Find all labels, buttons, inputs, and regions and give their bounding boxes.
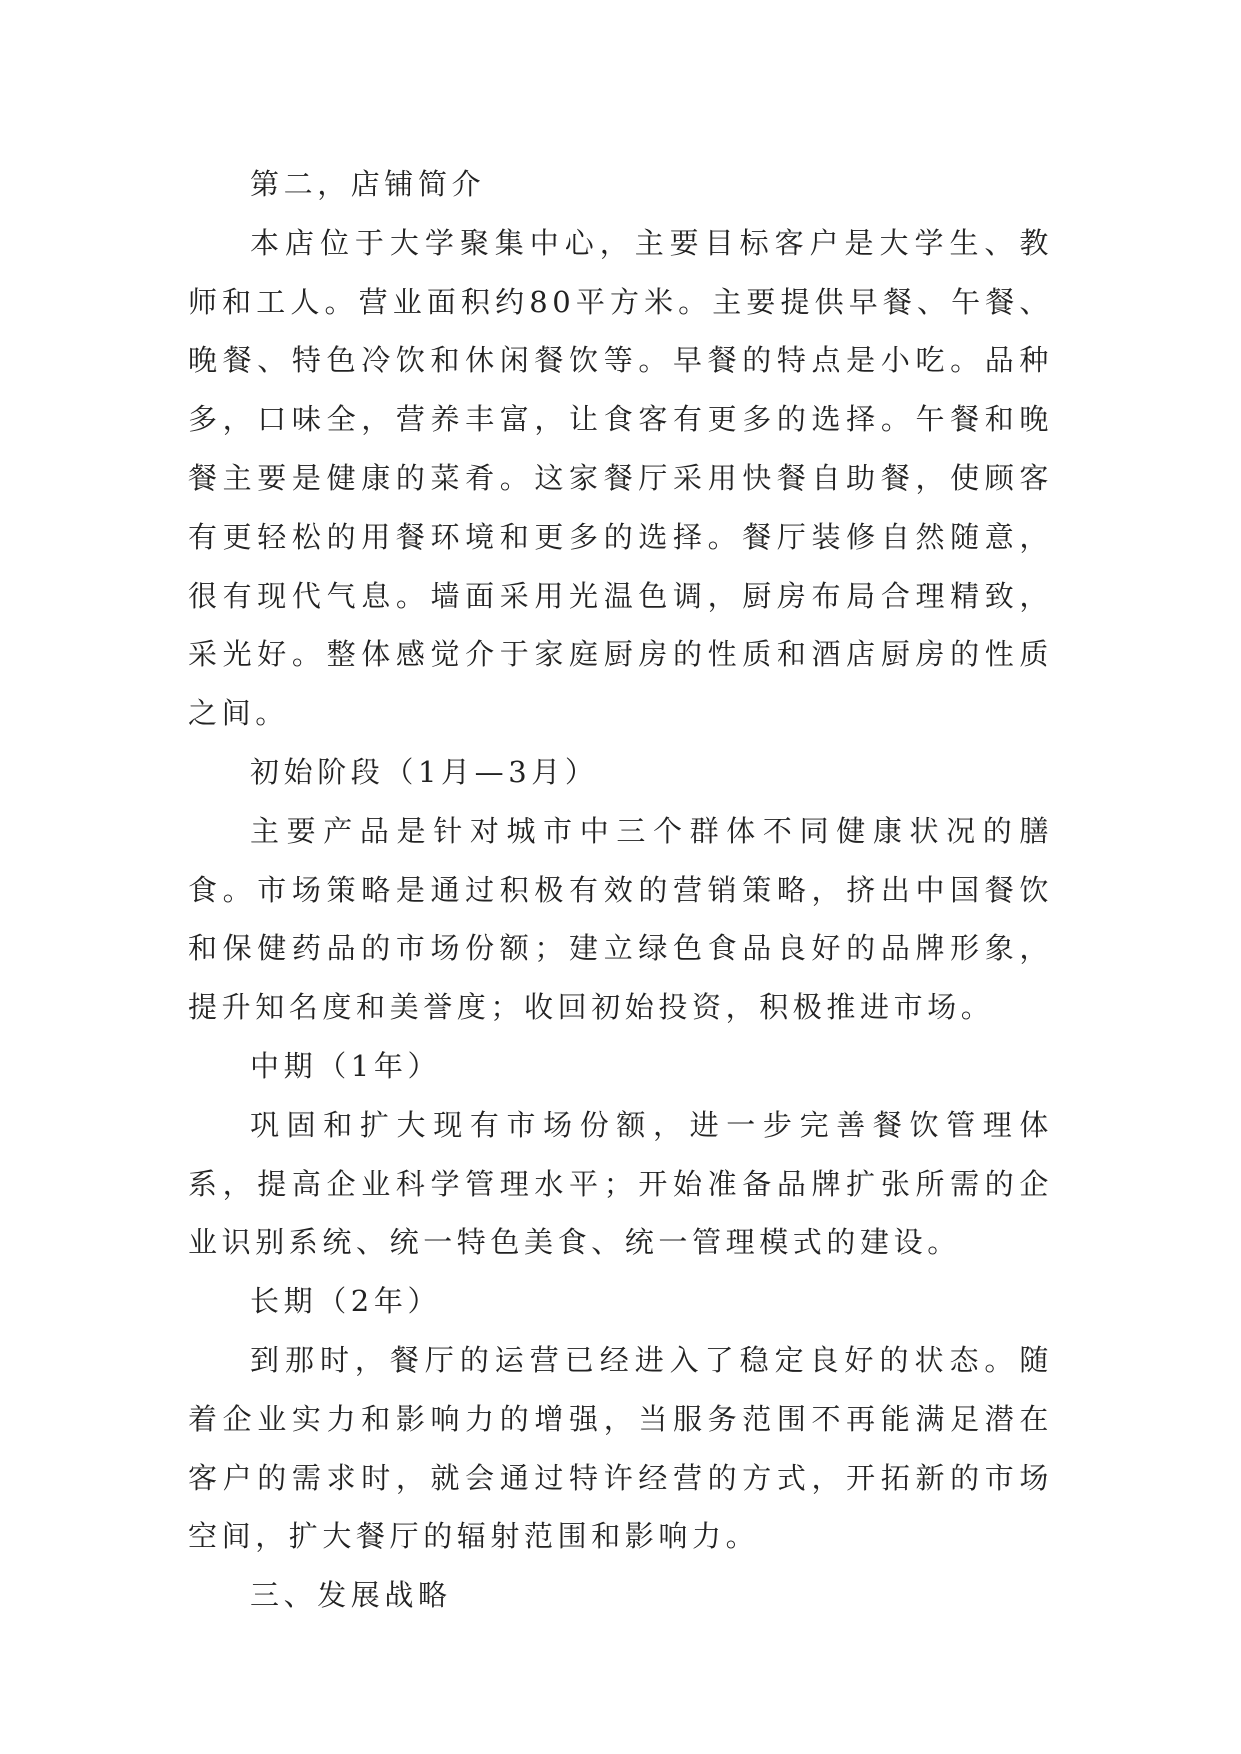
section-heading-strategy: 三、发展战略: [250, 1578, 452, 1613]
section-heading-store-intro: 第二，店铺简介: [250, 167, 486, 201]
paragraph-store-description: 本店位于大学聚集中心，主要目标客户是大学生、教师和工人。营业面积约80平方米。主要提供早餐、午餐、晚餐、特色冷饮和休闲餐饮等。早餐的特点是小吃。品种多，口味全，营养丰富，让食客有更多的选择。午餐和晚餐主要是健康的菜肴。这家餐厅采用快餐自助餐，使顾客有更轻松的用餐环境和更多的选择。餐厅装修自然随意，很有现代气息。墙面采用光温色调，厨房布局合理精致，采光好。整体感觉介于家庭厨房的性质和酒店厨房的性质之间。: [188, 225, 1053, 731]
paragraph-initial-stage: 主要产品是针对城市中三个群体不同健康状况的膳食。市场策略是通过积极有效的营销策略，挤出中国餐饮和保健药品的市场份额；建立绿色食品良好的品牌形象，提升知名度和美誉度；收回初始投资，积极推进市场。: [188, 813, 1053, 1025]
stage-heading-mid-term: 中期（1年）: [250, 1048, 442, 1083]
stage-heading-initial: 初始阶段（1月—3月）: [250, 754, 599, 789]
paragraph-mid-term: 巩固和扩大现有市场份额，进一步完善餐饮管理体系，提高企业科学管理水平；开始准备品牌扩张所需的企业识别系统、统一特色美食、统一管理模式的建设。: [188, 1107, 1053, 1260]
stage-heading-long-term: 长期（2年）: [250, 1284, 442, 1319]
document-body: [188, 155, 1053, 1625]
paragraph-long-term: 到那时，餐厅的运营已经进入了稳定良好的状态。随着企业实力和影响力的增强，当服务范围不再能满足潜在客户的需求时，就会通过特许经营的方式，开拓新的市场空间，扩大餐厅的辐射范围和影响力。: [188, 1342, 1053, 1554]
